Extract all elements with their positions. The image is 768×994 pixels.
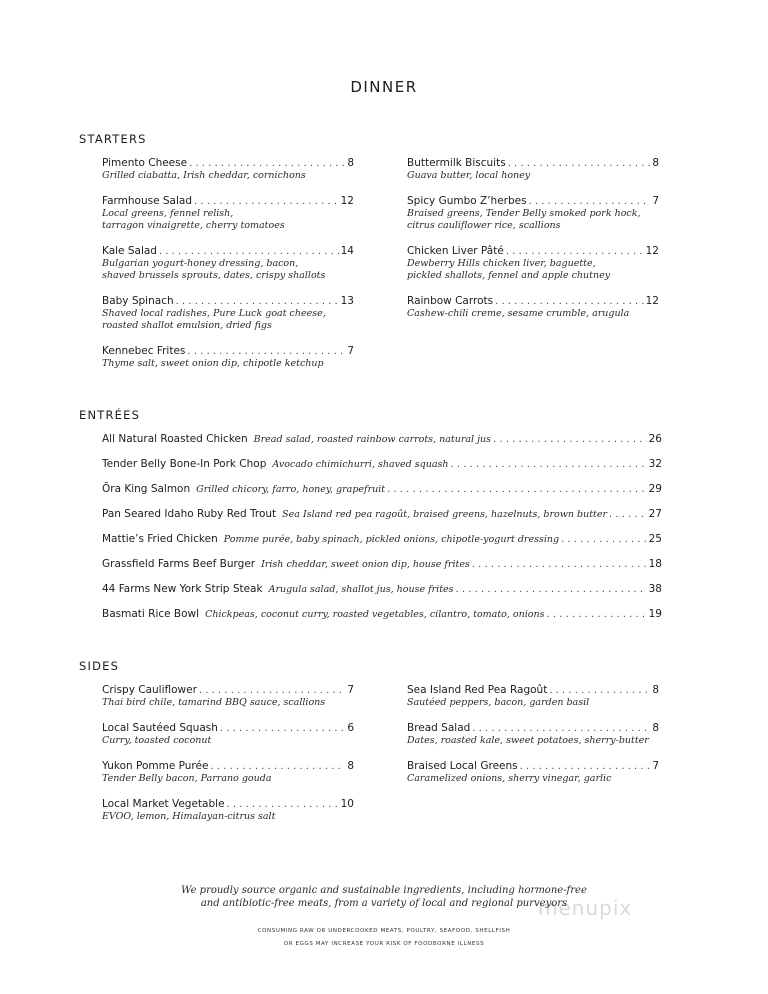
menu-item-line bbox=[102, 157, 354, 170]
menu-item-description: Local greens, fennel relish, bbox=[102, 208, 234, 219]
menu-item-price: 13 bbox=[340, 295, 354, 307]
menu-item-price: 8 bbox=[652, 722, 659, 734]
menu-item-name: Local Market Vegetable bbox=[102, 798, 225, 810]
menu-item bbox=[102, 345, 354, 370]
menu-item bbox=[407, 195, 659, 232]
menu-item-description: Dates, roasted kale, sweet potatoes, sherry-butter bbox=[407, 735, 649, 746]
leader-dots bbox=[159, 245, 339, 258]
leader-dots bbox=[609, 508, 647, 521]
menu-item-description: Thai bird chile, tamarind BBQ sauce, scallions bbox=[102, 697, 326, 708]
section-title-starters: STARTERS bbox=[79, 132, 147, 146]
menu-item-description: EVOO, lemon, Himalayan-citrus salt bbox=[102, 811, 276, 822]
menu-item-price: 7 bbox=[652, 195, 659, 207]
menu-item bbox=[407, 722, 659, 747]
menu-item-line bbox=[407, 195, 659, 208]
menu-item-line bbox=[407, 684, 659, 697]
entree-name: Grassfield Farms Beef Burger bbox=[102, 558, 256, 570]
menu-item-name: Yukon Pomme Purée bbox=[102, 760, 209, 772]
entree-price: 26 bbox=[648, 433, 662, 445]
menu-item-line bbox=[102, 295, 354, 308]
starters-left-column bbox=[102, 157, 354, 383]
menu-item-price: 7 bbox=[347, 684, 354, 696]
leader-dots bbox=[493, 433, 647, 446]
menu-item-name: Chicken Liver Pâté bbox=[407, 245, 504, 257]
menu-item-description: shaved brussels sprouts, dates, crispy shallots bbox=[102, 270, 326, 281]
menu-item-line bbox=[407, 295, 659, 308]
menu-item-line bbox=[102, 195, 354, 208]
menu-item bbox=[102, 157, 354, 182]
page-title: DINNER bbox=[350, 78, 418, 96]
entrees-list bbox=[102, 433, 662, 633]
entree-description: Irish cheddar, sweet onion dip, house frites bbox=[261, 559, 470, 570]
entree-description: Chickpeas, coconut curry, roasted vegetables, cilantro, tomato, onions bbox=[205, 609, 545, 620]
menu-item bbox=[407, 245, 659, 282]
menu-item-line bbox=[102, 798, 354, 811]
menu-item-line bbox=[102, 245, 354, 258]
menu-item-description: Dewberry Hills chicken liver, baguette, bbox=[407, 258, 596, 269]
menu-item-name: Buttermilk Biscuits bbox=[407, 157, 506, 169]
menu-item-description: roasted shallot emulsion, dried figs bbox=[102, 320, 272, 331]
leader-dots bbox=[472, 722, 650, 735]
entree-item bbox=[102, 558, 662, 583]
sourcing-note-line: and antibiotic-free meats, from a variety of local and regional purveyors bbox=[200, 898, 568, 909]
entree-item bbox=[102, 533, 662, 558]
menu-item-price: 10 bbox=[340, 798, 354, 810]
menu-item bbox=[102, 195, 354, 232]
section-title-entrees: ENTRÉES bbox=[79, 408, 141, 422]
menu-item-description: Grilled ciabatta, Irish cheddar, cornichons bbox=[102, 170, 306, 181]
entree-name: Basmati Rice Bowl bbox=[102, 608, 200, 620]
menu-item-price: 12 bbox=[340, 195, 354, 207]
entree-description: Avocado chimichurri, shaved squash bbox=[272, 459, 449, 470]
entree-description: Pomme purée, baby spinach, pickled onions, chipotle-yogurt dressing bbox=[223, 534, 560, 545]
menu-item-name: Local Sautéed Squash bbox=[102, 722, 218, 734]
entree-price: 29 bbox=[648, 483, 662, 495]
section-title-sides: SIDES bbox=[79, 659, 120, 673]
leader-dots bbox=[508, 157, 651, 170]
entree-name: All Natural Roasted Chicken bbox=[102, 433, 248, 445]
leader-dots bbox=[194, 195, 339, 208]
sourcing-note bbox=[0, 884, 768, 910]
menu-item-price: 6 bbox=[347, 722, 354, 734]
menu-item-price: 14 bbox=[340, 245, 354, 257]
menu-item-price: 8 bbox=[652, 157, 659, 169]
menu-item-name: Pimento Cheese bbox=[102, 157, 188, 169]
menu-item bbox=[102, 798, 354, 823]
leader-dots bbox=[227, 798, 339, 811]
entree-name: Tender Belly Bone-In Pork Chop bbox=[102, 458, 267, 470]
menu-item-name: Kennebec Frites bbox=[102, 345, 186, 357]
leader-dots bbox=[561, 533, 647, 546]
menu-item-line bbox=[407, 760, 659, 773]
leader-dots bbox=[529, 195, 651, 208]
leader-dots bbox=[176, 295, 339, 308]
entree-name: Pan Seared Idaho Ruby Red Trout bbox=[102, 508, 277, 520]
leader-dots bbox=[450, 458, 646, 471]
entree-name: Ōra King Salmon bbox=[102, 483, 191, 495]
menu-item bbox=[102, 684, 354, 709]
menu-item-line bbox=[102, 684, 354, 697]
entree-description: Arugula salad, shallot jus, house frites bbox=[268, 584, 454, 595]
leader-dots bbox=[387, 483, 647, 496]
menu-item-price: 8 bbox=[347, 760, 354, 772]
starters-right-column bbox=[407, 157, 659, 333]
leader-dots bbox=[520, 760, 651, 773]
menu-item-description: tarragon vinaigrette, cherry tomatoes bbox=[102, 220, 285, 231]
entree-name: Mattie’s Fried Chicken bbox=[102, 533, 218, 545]
entree-item bbox=[102, 483, 662, 508]
menu-item-name: Baby Spinach bbox=[102, 295, 174, 307]
menu-item-description: citrus cauliflower rice, scallions bbox=[407, 220, 561, 231]
menu-item-price: 8 bbox=[652, 684, 659, 696]
leader-dots bbox=[547, 608, 647, 621]
entree-price: 32 bbox=[648, 458, 662, 470]
leader-dots bbox=[187, 345, 345, 358]
menu-item-price: 12 bbox=[645, 245, 659, 257]
entree-item bbox=[102, 433, 662, 458]
menu-item-description: Cashew-chili creme, sesame crumble, arugula bbox=[407, 308, 630, 319]
menu-item-description: pickled shallots, fennel and apple chutney bbox=[407, 270, 611, 281]
menu-item-line bbox=[102, 760, 354, 773]
menu-item-price: 12 bbox=[645, 295, 659, 307]
health-disclaimer bbox=[0, 925, 768, 951]
menu-item-price: 8 bbox=[347, 157, 354, 169]
leader-dots bbox=[199, 684, 345, 697]
menu-item-description: Thyme salt, sweet onion dip, chipotle ketchup bbox=[102, 358, 324, 369]
menu-item-name: Braised Local Greens bbox=[407, 760, 518, 772]
leader-dots bbox=[189, 157, 345, 170]
menu-item bbox=[407, 760, 659, 785]
leader-dots bbox=[210, 760, 345, 773]
entree-price: 19 bbox=[648, 608, 662, 620]
menu-item-line bbox=[407, 722, 659, 735]
menu-item bbox=[407, 157, 659, 182]
entree-name: 44 Farms New York Strip Steak bbox=[102, 583, 263, 595]
menu-item-line bbox=[407, 245, 659, 258]
leader-dots bbox=[456, 583, 647, 596]
entree-item bbox=[102, 583, 662, 608]
entree-price: 18 bbox=[648, 558, 662, 570]
menu-item-name: Crispy Cauliflower bbox=[102, 684, 197, 696]
entree-item bbox=[102, 508, 662, 533]
entree-price: 27 bbox=[648, 508, 662, 520]
sides-right-column bbox=[407, 684, 659, 798]
disclaimer-line: OR EGGS MAY INCREASE YOUR RISK OF FOODBORNE ILLNESS bbox=[283, 941, 485, 947]
menu-item-description: Shaved local radishes, Pure Luck goat cheese, bbox=[102, 308, 326, 319]
menu-item-description: Guava butter, local honey bbox=[407, 170, 531, 181]
menu-item-description: Sautéed peppers, bacon, garden basil bbox=[407, 697, 590, 708]
menu-item-name: Kale Salad bbox=[102, 245, 157, 257]
entree-description: Bread salad, roasted rainbow carrots, natural jus bbox=[253, 434, 492, 445]
menu-item-description: Braised greens, Tender Belly smoked pork hock, bbox=[407, 208, 641, 219]
menu-item bbox=[102, 245, 354, 282]
menu-item-name: Spicy Gumbo Z’herbes bbox=[407, 195, 527, 207]
menu-item-name: Sea Island Red Pea Ragoût bbox=[407, 684, 548, 696]
menu-item bbox=[407, 295, 659, 320]
menu-item-name: Rainbow Carrots bbox=[407, 295, 494, 307]
menu-item bbox=[102, 722, 354, 747]
menu-item-description: Caramelized onions, sherry vinegar, garlic bbox=[407, 773, 612, 784]
entree-item bbox=[102, 608, 662, 633]
menu-item-price: 7 bbox=[652, 760, 659, 772]
sides-left-column bbox=[102, 684, 354, 836]
menu-item-name: Farmhouse Salad bbox=[102, 195, 192, 207]
menu-item-description: Bulgarian yogurt-honey dressing, bacon, bbox=[102, 258, 299, 269]
entree-description: Grilled chicory, farro, honey, grapefruit bbox=[196, 484, 386, 495]
entree-price: 25 bbox=[648, 533, 662, 545]
menu-item-line bbox=[407, 157, 659, 170]
leader-dots bbox=[472, 558, 647, 571]
entree-price: 38 bbox=[648, 583, 662, 595]
watermark-logo: menupix bbox=[538, 896, 633, 920]
entree-item bbox=[102, 458, 662, 483]
menu-item-line bbox=[102, 722, 354, 735]
menu-item-line bbox=[102, 345, 354, 358]
leader-dots bbox=[220, 722, 345, 735]
menu-item bbox=[407, 684, 659, 709]
menu-item bbox=[102, 760, 354, 785]
menu-item-description: Curry, toasted coconut bbox=[102, 735, 212, 746]
menu-item-price: 7 bbox=[347, 345, 354, 357]
disclaimer-line: CONSUMING RAW OR UNDERCOOKED MEATS, POULTRY, SEAFOOD, SHELLFISH bbox=[257, 928, 511, 934]
leader-dots bbox=[549, 684, 650, 697]
menu-item bbox=[102, 295, 354, 332]
sourcing-note-line: We proudly source organic and sustainable ingredients, including hormone-free bbox=[181, 885, 587, 896]
leader-dots bbox=[495, 295, 644, 308]
menu-item-description: Tender Belly bacon, Parrano gouda bbox=[102, 773, 272, 784]
entree-description: Sea Island red pea ragoût, braised greens, hazelnuts, brown butter bbox=[282, 509, 608, 520]
menu-item-name: Bread Salad bbox=[407, 722, 471, 734]
leader-dots bbox=[506, 245, 644, 258]
